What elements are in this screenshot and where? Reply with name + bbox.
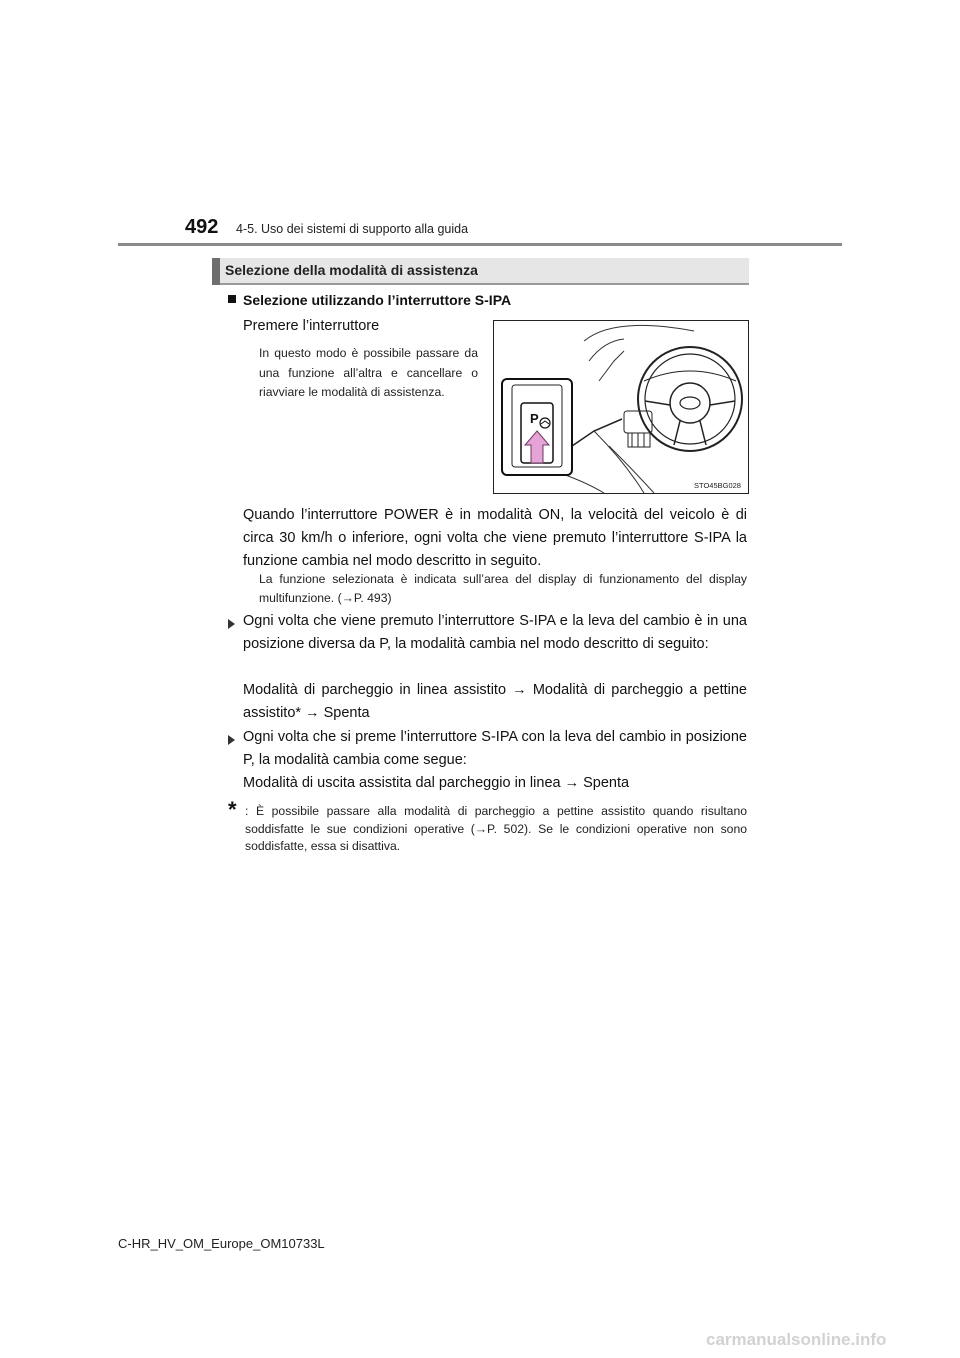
footer-document-code: C-HR_HV_OM_Europe_OM10733L — [118, 1236, 325, 1251]
page-number: 492 — [185, 216, 219, 238]
triangle-bullet-icon — [228, 735, 235, 745]
intro-note: La funzione selezionata è indicata sull’area del display di funzionamento del display multifunzione. (→P. 493) — [259, 572, 747, 605]
square-bullet-icon — [228, 295, 236, 303]
section-title: Selezione della modalità di assistenza — [225, 262, 478, 278]
subheading-text: Selezione utilizzando l’interruttore S-IPA — [243, 292, 512, 308]
bullet-2-sequence: Modalità di uscita assistita dal parcheggio in linea → Spenta — [243, 775, 630, 791]
intro-paragraph: Quando l’interruttore POWER è in modalità ON, la velocità del veicolo è di circa 30 km/h o inferiore, ogni volta che viene premuto l’interruttore S-IPA la funzione cambia nel modo descritto in seguito. — [243, 507, 747, 569]
instruction-note: In questo modo è possibile passare da una funzione all’altra e cancellare o riavviare le modalità di assistenza. — [259, 346, 478, 399]
switch-letter: P — [530, 411, 539, 426]
steering-wheel-icon — [638, 347, 742, 451]
bullet-1-sequence: Modalità di parcheggio in linea assistito → Modalità di parcheggio a pettine assistito* → Spenta — [243, 682, 747, 721]
title-accent — [212, 258, 220, 285]
watermark-logo — [706, 1328, 946, 1350]
triangle-bullet-icon — [228, 619, 235, 629]
watermark-text: carmanualsonline.info — [706, 1330, 887, 1349]
instruction: Premere l’interruttore — [243, 318, 380, 334]
header-rule — [118, 243, 842, 246]
figure-code: STO45BG028 — [694, 481, 741, 490]
bullet-2-text: Ogni volta che si preme l’interruttore S-IPA con la leva del cambio in posizione P, la modalità cambia come segue: — [243, 729, 747, 768]
bullet-1-text: Ogni volta che viene premuto l’interruttore S-IPA e la leva del cambio è in una posizione diversa da P, la modalità cambia nel modo descritto di seguito: — [243, 613, 747, 652]
section-title-bar — [212, 258, 749, 285]
figure-s-ipa-switch — [493, 320, 749, 494]
footnote: : È possibile passare alla modalità di parcheggio a pettine assistito quando risultano soddisfatte le sue condizioni operative (→P. 502). Se le condizioni operative non sono soddisfatte, essa si disattiva. — [245, 804, 747, 853]
section-header: 4-5. Uso dei sistemi di supporto alla guida — [236, 222, 469, 236]
subheading — [228, 292, 511, 308]
footnote-marker: * — [228, 797, 237, 822]
